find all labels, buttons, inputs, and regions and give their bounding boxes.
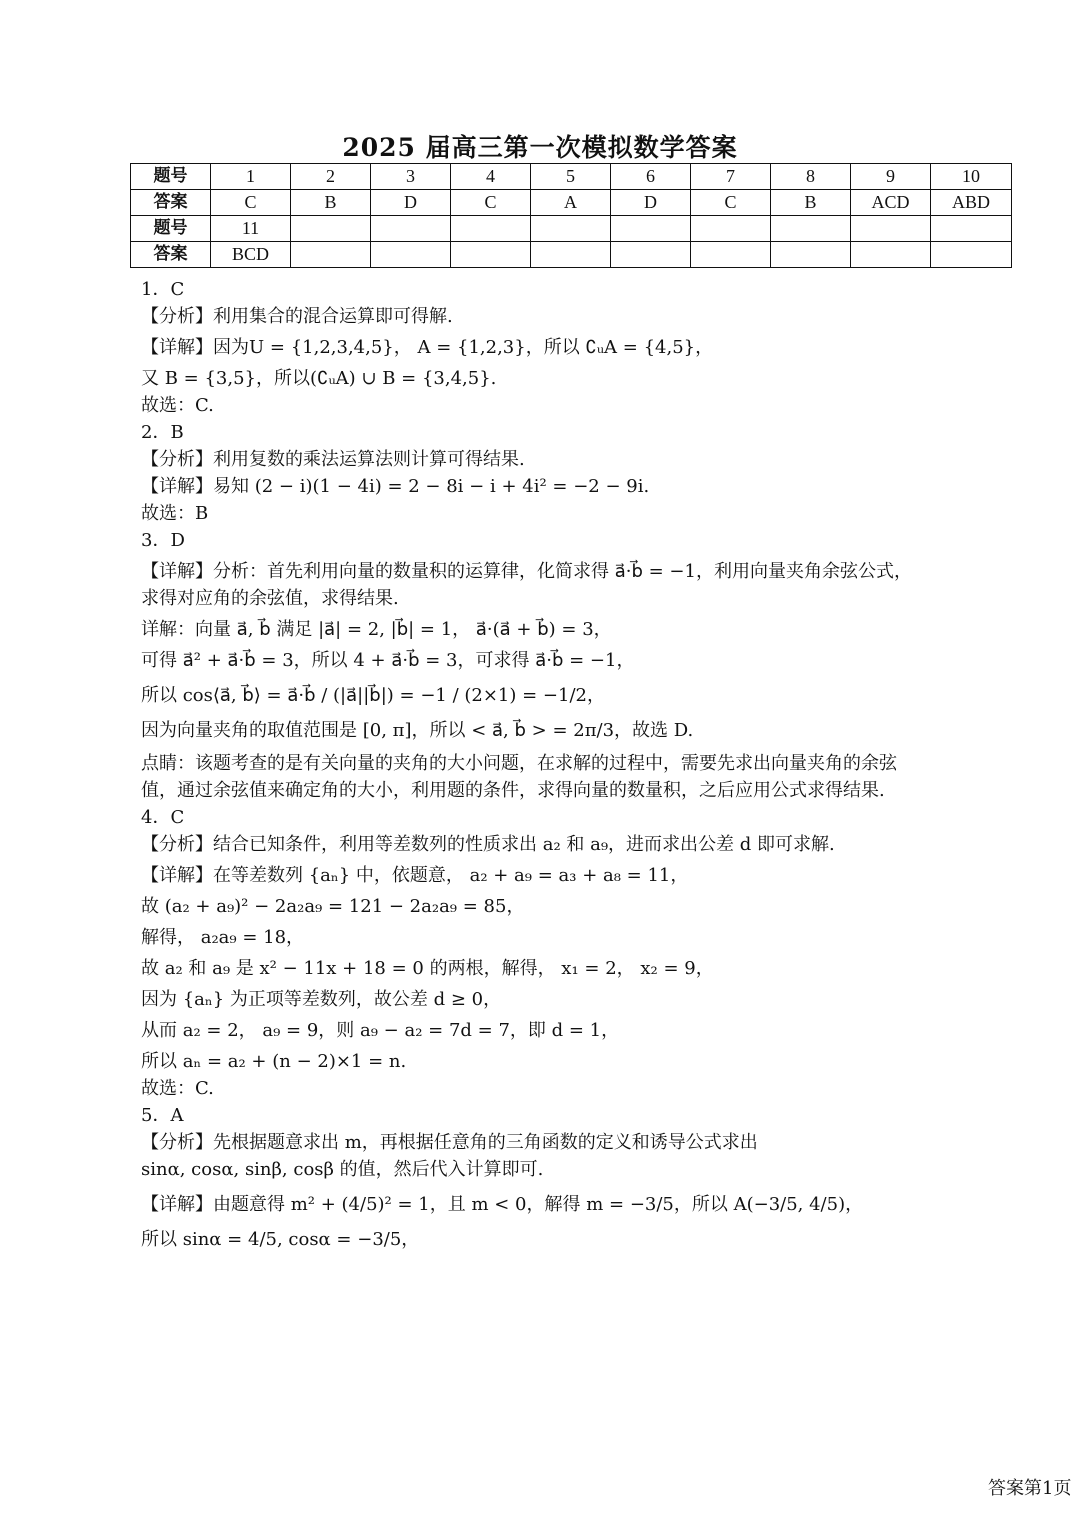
- table-cell: 6: [611, 164, 691, 190]
- comment-line: 值，通过余弦值来确定角的大小，利用题的条件，求得向量的数量积，之后应用公式求得结果.: [141, 780, 885, 801]
- table-cell: 2: [291, 164, 371, 190]
- table-cell: [531, 242, 611, 268]
- analysis-line: 【分析】利用复数的乘法运算法则计算可得结果.: [141, 449, 525, 470]
- table-cell: A: [531, 190, 611, 216]
- table-cell: [611, 216, 691, 242]
- question-number: 5．A: [141, 1105, 184, 1126]
- detail-line: 又 B = {3,5}，所以(∁ᵤA) ∪ B = {3,4,5}.: [141, 368, 497, 389]
- table-cell: C: [691, 190, 771, 216]
- solution-body: [141, 276, 1021, 1259]
- detail-line: 求得对应角的余弦值，求得结果.: [141, 588, 399, 609]
- table-cell: [771, 242, 851, 268]
- page-footer: 答案第1页: [988, 1478, 1072, 1499]
- detail-line: 故 (a₂ + a₉)² − 2a₂a₉ = 121 − 2a₂a₉ = 85，: [141, 896, 525, 917]
- table-cell: [931, 242, 1012, 268]
- table-cell: D: [371, 190, 451, 216]
- comment-line: 点睛：该题考查的是有关向量的夹角的大小问题，在求解的过程中，需要先求出向量夹角的余弦: [141, 753, 897, 774]
- table-cell: 答案: [131, 190, 211, 216]
- table-row: [131, 216, 1012, 242]
- table-cell: [451, 216, 531, 242]
- table-cell: [291, 242, 371, 268]
- analysis-line: 【分析】利用集合的混合运算即可得解.: [141, 306, 453, 327]
- table-cell: [531, 216, 611, 242]
- table-cell: [931, 216, 1012, 242]
- detail-line: 详解：向量 a⃗, b⃗ 满足 |a⃗| = 2, |b⃗| = 1， a⃗·(a⃗ + b⃗) = 3，: [141, 619, 612, 640]
- detail-line: 所以 cos⟨a⃗, b⃗⟩ = a⃗·b⃗ / (|a⃗||b⃗|) = −1 / (2×1) = −1/2，: [141, 685, 605, 706]
- table-cell: 答案: [131, 242, 211, 268]
- table-cell: 7: [691, 164, 771, 190]
- table-cell: ACD: [851, 190, 931, 216]
- detail-line: 因为向量夹角的取值范围是 [0, π]，所以 < a⃗, b⃗ > = 2π/3，故选 D.: [141, 720, 694, 741]
- table-cell: 9: [851, 164, 931, 190]
- table-row: [131, 242, 1012, 268]
- table-cell: 11: [211, 216, 291, 242]
- choice-line: 故选：C.: [141, 1078, 214, 1099]
- table-cell: 题号: [131, 216, 211, 242]
- table-cell: [691, 242, 771, 268]
- table-cell: 8: [771, 164, 851, 190]
- table-cell: [451, 242, 531, 268]
- table-cell: 3: [371, 164, 451, 190]
- detail-line: 因为 {aₙ} 为正项等差数列，故公差 d ≥ 0，: [141, 989, 502, 1010]
- detail-line: 【详解】因为U = {1,2,3,4,5}， A = {1,2,3}，所以 ∁ᵤA = {4,5}，: [141, 337, 714, 358]
- table-cell: B: [291, 190, 371, 216]
- detail-line: 【详解】易知 (2 − i)(1 − 4i) = 2 − 8i − i + 4i² = −2 − 9i.: [141, 476, 650, 497]
- table-cell: [851, 242, 931, 268]
- question-number: 1．C: [141, 279, 185, 300]
- table-cell: B: [771, 190, 851, 216]
- table-cell: [371, 242, 451, 268]
- table-cell: [691, 216, 771, 242]
- choice-line: 故选：B: [141, 503, 209, 524]
- detail-line: 所以 aₙ = a₂ + (n − 2)×1 = n.: [141, 1051, 407, 1072]
- question-number: 4．C: [141, 807, 185, 828]
- analysis-line: 【分析】先根据题意求出 m，再根据任意角的三角函数的定义和诱导公式求出: [141, 1132, 758, 1153]
- table-row: [131, 190, 1012, 216]
- table-cell: 1: [211, 164, 291, 190]
- table-cell: [611, 242, 691, 268]
- table-cell: C: [451, 190, 531, 216]
- answer-table: [130, 163, 1012, 268]
- table-cell: [771, 216, 851, 242]
- question-number: 2．B: [141, 422, 184, 443]
- detail-line: 可得 a⃗² + a⃗·b⃗ = 3，所以 4 + a⃗·b⃗ = 3，可求得 a⃗·b⃗ = −1，: [141, 650, 635, 671]
- table-cell: 4: [451, 164, 531, 190]
- table-cell: [371, 216, 451, 242]
- table-cell: 10: [931, 164, 1012, 190]
- detail-line: 解得， a₂a₉ = 18，: [141, 927, 305, 948]
- table-cell: C: [211, 190, 291, 216]
- table-cell: D: [611, 190, 691, 216]
- choice-line: 故选：C.: [141, 395, 214, 416]
- table-cell: 5: [531, 164, 611, 190]
- detail-line: 【详解】在等差数列 {aₙ} 中，依题意， a₂ + a₉ = a₃ + a₈ = 11，: [141, 865, 689, 886]
- detail-line: 【详解】由题意得 m² + (4/5)² = 1，且 m < 0，解得 m = −3/5，所以 A(−3/5, 4/5)，: [141, 1194, 864, 1215]
- table-cell: [291, 216, 371, 242]
- analysis-line: sinα, cosα, sinβ, cosβ 的值，然后代入计算即可.: [141, 1159, 544, 1180]
- table-row: [131, 164, 1012, 190]
- detail-line: 故 a₂ 和 a₉ 是 x² − 11x + 18 = 0 的两根，解得， x₁ = 2， x₂ = 9，: [141, 958, 714, 979]
- detail-line: 从而 a₂ = 2， a₉ = 9，则 a₉ − a₂ = 7d = 7，即 d = 1，: [141, 1020, 620, 1041]
- detail-line: 所以 sinα = 4/5, cosα = −3/5，: [141, 1229, 420, 1250]
- page-title: 2025 届高三第一次模拟数学答案: [342, 133, 738, 162]
- table-cell: BCD: [211, 242, 291, 268]
- detail-line: 【详解】分析：首先利用向量的数量积的运算律，化简求得 a⃗·b⃗ = −1，利用向量夹角余弦公式，: [141, 561, 912, 582]
- table-cell: 题号: [131, 164, 211, 190]
- analysis-line: 【分析】结合已知条件，利用等差数列的性质求出 a₂ 和 a₉，进而求出公差 d 即可求解.: [141, 834, 835, 855]
- question-number: 3．D: [141, 530, 185, 551]
- table-cell: ABD: [931, 190, 1012, 216]
- table-cell: [851, 216, 931, 242]
